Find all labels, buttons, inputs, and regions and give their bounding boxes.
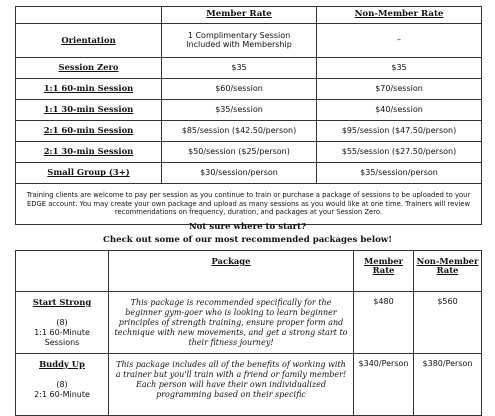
rate-nonmember: $35/session/person (317, 163, 482, 184)
rate-service: Small Group (3+) (16, 163, 162, 184)
rate-row-session-zero (16, 58, 482, 79)
rate-member: $35 (162, 58, 317, 79)
package-details: (8) 1:1 60-Minute Sessions (34, 318, 90, 347)
rates-header-service (16, 7, 162, 24)
rate-member: $85/session ($42.50/person) (162, 121, 317, 142)
rate-service: Session Zero (16, 58, 162, 79)
rates-header-nonmember: Non-Member Rate (317, 7, 482, 24)
rates-note: Training clients are welcome to pay per session as you continue to train or purchase a package of sessions to be uploaded to your EDGE account. You may create your own package and upload as many sessions as you would like at one time. Trainers will review recommendations on frequency, duration, and packages at your Session Zero. (16, 184, 482, 225)
package-nonmember-rate: $560 (414, 292, 482, 354)
rates-table (15, 6, 482, 225)
packages-header-member: Member Rate (354, 251, 414, 292)
rate-nonmember: – (317, 24, 482, 58)
packages-header-nonmember: Non-Member Rate (414, 251, 482, 292)
rate-member: 1 Complimentary Session Included with Membership (162, 24, 317, 58)
package-member-rate: $480 (354, 292, 414, 354)
package-details: (8) 2:1 60-Minute (34, 380, 90, 399)
package-description: This package is recommended specifically for the beginner gym-goer who is looking to learn beginner principles of strength training, ensure proper form and technique with new movements, and get a strong start to their fitness journey! (109, 292, 354, 354)
rate-row-orientation (16, 24, 482, 58)
rate-nonmember: $95/session ($47.50/person) (317, 121, 482, 142)
rate-service: 1:1 30-min Session (16, 100, 162, 121)
rate-row-1to1-30 (16, 100, 482, 121)
rate-nonmember: $35 (317, 58, 482, 79)
rate-row-2to1-60 (16, 121, 482, 142)
prompt-line-2: Check out some of our most recommended packages below! (103, 235, 392, 245)
rate-member: $30/session/person (162, 163, 317, 184)
rate-row-small-group (16, 163, 482, 184)
rate-nonmember: $55/session ($27.50/person) (317, 142, 482, 163)
rates-note-row (16, 184, 482, 225)
package-row-buddy-up (16, 354, 482, 416)
package-member-rate: $340/Person (354, 354, 414, 416)
rate-row-1to1-60 (16, 79, 482, 100)
rate-member: $35/session (162, 100, 317, 121)
rate-service: 2:1 30-min Session (16, 142, 162, 163)
prompt-line-1: Not sure where to start? (188, 222, 307, 232)
package-name-cell (16, 354, 109, 416)
package-row-start-strong (16, 292, 482, 354)
rates-header-row (16, 7, 482, 24)
package-name: Start Strong (32, 297, 92, 307)
packages-header-row (16, 251, 482, 292)
packages-header-blank (16, 251, 109, 292)
rate-nonmember: $40/session (317, 100, 482, 121)
package-description: This package includes all of the benefits of working with a trainer but you'll train with a friend or family member! Each person will have their own individualized programming based on their specific (109, 354, 354, 416)
packages-header-package: Package (109, 251, 354, 292)
rate-service: 2:1 60-min Session (16, 121, 162, 142)
package-name: Buddy Up (39, 359, 85, 369)
packages-table (15, 250, 482, 416)
rates-header-member: Member Rate (162, 7, 317, 24)
rate-member: $50/session ($25/person) (162, 142, 317, 163)
rate-service: Orientation (16, 24, 162, 58)
package-nonmember-rate: $380/Person (414, 354, 482, 416)
rate-service: 1:1 60-min Session (16, 79, 162, 100)
package-name-cell (16, 292, 109, 354)
rate-nonmember: $70/session (317, 79, 482, 100)
rate-row-2to1-30 (16, 142, 482, 163)
rate-member: $60/session (162, 79, 317, 100)
